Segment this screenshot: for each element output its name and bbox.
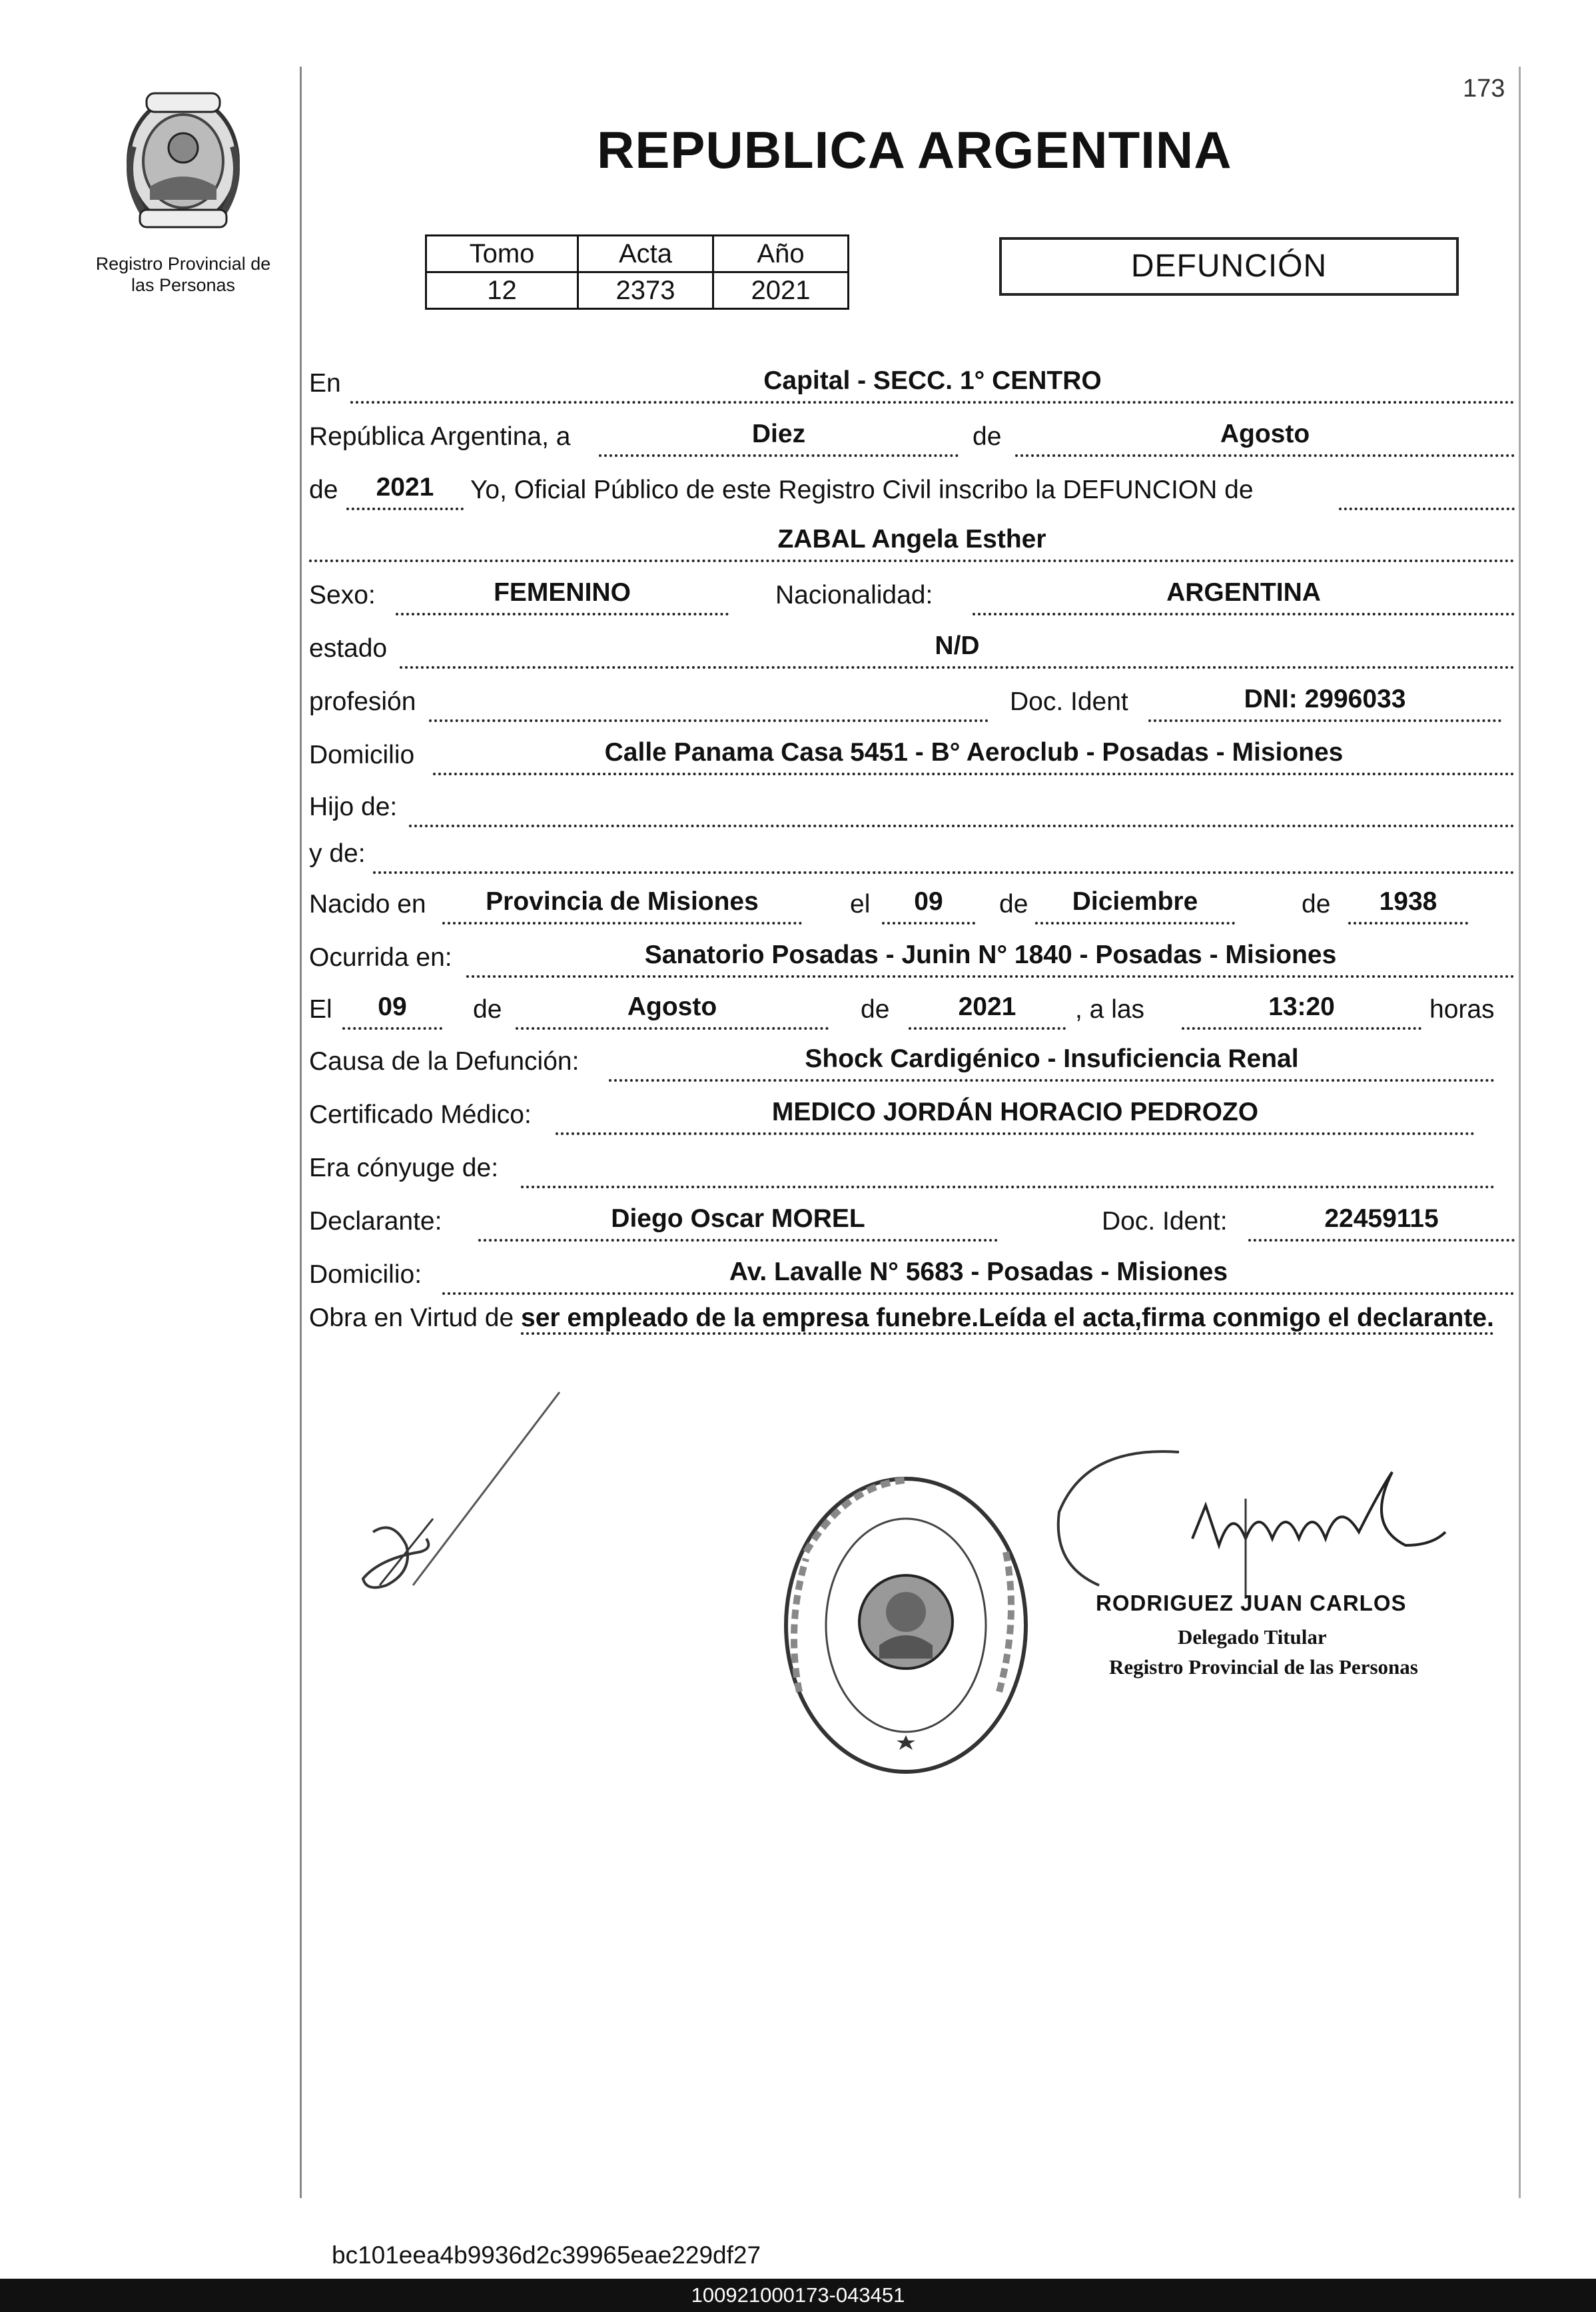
reference-table [425, 234, 849, 310]
province-seal-logo [113, 87, 253, 233]
yde-field [373, 833, 1515, 874]
official-name: RODRIGUEZ JUAN CARLOS [1096, 1591, 1407, 1615]
conyuge-field [521, 1147, 1495, 1188]
certificado-field: MEDICO JORDÁN HORACIO PEDROZO [556, 1094, 1475, 1135]
decl-doc-label: Doc. Ident: [1102, 1207, 1228, 1236]
registry-label: Registro Provincial de las Personas [95, 254, 271, 295]
estado-field: N/D [400, 627, 1515, 669]
death-year-field: 2021 [909, 988, 1066, 1030]
row-obra [309, 1299, 1515, 1338]
el-label: el [850, 890, 871, 919]
location-field: Capital - SECC. 1° CENTRO [350, 362, 1515, 404]
left-margin-rule [300, 67, 302, 2198]
birthplace-field: Provincia de Misiones [442, 883, 802, 925]
death-day-field: 09 [342, 988, 442, 1030]
reference-header-row [426, 236, 849, 272]
row-estado [309, 630, 1515, 671]
row-declarant-address [309, 1256, 1515, 1298]
de-birth-month-label: de [999, 890, 1028, 919]
ocurrida-label: Ocurrida en: [309, 943, 452, 972]
sexo-field: FEMENINO [396, 574, 729, 615]
row-birth [309, 886, 1515, 927]
acta-value: 2373 [578, 272, 713, 309]
nacionalidad-label: Nacionalidad: [775, 581, 933, 609]
death-time-field: 13:20 [1182, 988, 1421, 1030]
row-location [309, 365, 1515, 406]
tomo-header: Tomo [426, 236, 578, 272]
birth-month-field: Diciembre [1035, 883, 1235, 925]
El-label: El [309, 995, 332, 1024]
domicilio-label: Domicilio [309, 741, 415, 769]
row-cause [309, 1043, 1515, 1084]
domicilio-field: Calle Panama Casa 5451 - B° Aeroclub - Posadas - Misiones [433, 734, 1515, 775]
causa-field: Shock Cardigénico - Insuficiencia Renal [609, 1040, 1495, 1082]
official-role: Delegado Titular [1178, 1625, 1327, 1649]
row-profession [309, 683, 1515, 725]
de-year-label: de [309, 476, 338, 504]
row-date [309, 418, 1515, 460]
official-office: Registro Provincial de las Personas [1109, 1655, 1418, 1679]
alas-label: , a las [1075, 995, 1145, 1024]
de-death-year-label: de [861, 995, 890, 1024]
row-spouse [309, 1150, 1515, 1191]
estado-label: estado [309, 634, 388, 663]
row-sex-nationality [309, 577, 1515, 618]
declarante-label: Declarante: [309, 1207, 442, 1236]
anio-value: 2021 [713, 272, 849, 309]
doc-ident-label: Doc. Ident [1010, 687, 1128, 716]
document-hash: bc101eea4b9936d2c39965eae229df27 [332, 2241, 761, 2269]
republica-label: República Argentina, a [309, 422, 571, 451]
declarant-signature [353, 1385, 566, 1599]
barcode-footer: 100921000173-043451 [0, 2279, 1596, 2312]
row-domicilio [309, 737, 1515, 778]
year-field: 2021 [346, 469, 464, 510]
acta-header: Acta [578, 236, 713, 272]
month-field: Agosto [1015, 416, 1515, 457]
row-death-date [309, 991, 1515, 1032]
decl-domicilio-label: Domicilio: [309, 1260, 422, 1289]
page-title: REPUBLICA ARGENTINA [597, 121, 1232, 179]
conyuge-label: Era cónyuge de: [309, 1154, 499, 1182]
anio-header: Año [713, 236, 849, 272]
page-number: 173 [1463, 75, 1505, 103]
horas-label: horas [1429, 995, 1495, 1024]
certificado-label: Certificado Médico: [309, 1100, 532, 1129]
row-occurred [309, 939, 1515, 980]
row-yde [309, 835, 1515, 877]
official-signature [1046, 1432, 1459, 1599]
nacido-label: Nacido en [309, 890, 426, 919]
declarante-field: Diego Oscar MOREL [478, 1200, 998, 1242]
tomo-value: 12 [426, 272, 578, 309]
ocurrida-field: Sanatorio Posadas - Junin N° 1840 - Posadas - Misiones [466, 937, 1515, 978]
inscribo-text: Yo, Oficial Público de este Registro Civil inscribo la DEFUNCION de [470, 476, 1254, 504]
hijo-label: Hijo de: [309, 793, 398, 821]
row-declarant [309, 1203, 1515, 1244]
row-name [309, 524, 1515, 565]
row-certificate [309, 1096, 1515, 1138]
death-month-field: Agosto [516, 988, 829, 1030]
de-birth-year-label: de [1302, 890, 1331, 919]
de-label: de [973, 422, 1002, 451]
row-inscription [309, 472, 1515, 513]
row-hijo [309, 789, 1515, 830]
birth-year-field: 1938 [1348, 883, 1468, 925]
nacionalidad-field: ARGENTINA [973, 574, 1515, 615]
yde-label: y de: [309, 839, 366, 868]
profesion-label: profesión [309, 687, 416, 716]
official-stamp [779, 1472, 1032, 1778]
causa-label: Causa de la Defunción: [309, 1047, 580, 1076]
right-margin-rule [1519, 67, 1521, 2198]
birth-day-field: 09 [882, 883, 975, 925]
en-label: En [309, 369, 341, 398]
obra-value: ser empleado de la empresa funebre.Leída el acta,firma conmigo el declarante. [521, 1304, 1494, 1335]
doc-ident-field: DNI: 2996033 [1148, 681, 1501, 722]
decl-domicilio-field: Av. Lavalle N° 5683 - Posadas - Misiones [442, 1254, 1515, 1295]
de-death-month-label: de [473, 995, 502, 1024]
deceased-name-field: ZABAL Angela Esther [309, 521, 1515, 562]
sexo-label: Sexo: [309, 581, 376, 609]
inscribo-trailing-field [1339, 469, 1515, 510]
obra-label: Obra en Virtud de [309, 1304, 514, 1332]
reference-value-row [426, 272, 849, 309]
day-field: Diez [599, 416, 959, 457]
hijo-field [409, 786, 1515, 827]
profesion-field [429, 681, 989, 722]
document-type: DEFUNCIÓN [999, 237, 1459, 296]
decl-doc-field: 22459115 [1248, 1200, 1515, 1242]
